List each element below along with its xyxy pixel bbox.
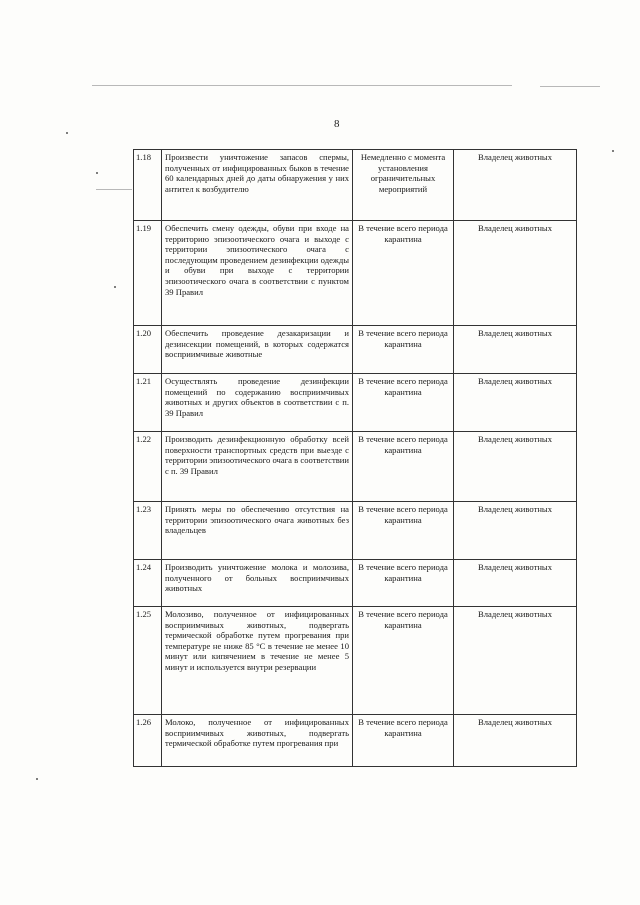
row-term: В течение всего периода карантина [353, 326, 454, 374]
table-row [134, 502, 577, 560]
row-action: Обеспечить проведение дезакаризации и дезинсекции помещений, в которых содержатся восприимчивые животные [162, 326, 353, 374]
row-action: Осуществлять проведение дезинфекции помещений по содержанию восприимчивых животных и других объектов в соответствии с п. 39 Правил [162, 374, 353, 432]
row-term: В течение всего периода карантина [353, 502, 454, 560]
row-number: 1.23 [134, 502, 162, 560]
row-term: Немедленно с момента установления ограничительных мероприятий [353, 150, 454, 221]
row-responsible: Владелец животных [454, 326, 577, 374]
row-number: 1.19 [134, 221, 162, 326]
table-row [134, 715, 577, 767]
row-term: В течение всего периода карантина [353, 221, 454, 326]
row-responsible: Владелец животных [454, 221, 577, 326]
scan-artifact-line [92, 85, 512, 86]
scan-speck [96, 172, 98, 174]
row-responsible: Владелец животных [454, 502, 577, 560]
row-action: Производить дезинфекционную обработку всей поверхности транспортных средств при выезде с территории эпизоотического очага в соответствии с п. 39 Правил [162, 432, 353, 502]
scan-speck [36, 778, 38, 780]
row-term: В течение всего периода карантина [353, 607, 454, 715]
row-number: 1.20 [134, 326, 162, 374]
row-action: Производить уничтожение молока и молозива, полученного от больных восприимчивых животных [162, 560, 353, 607]
row-responsible: Владелец животных [454, 607, 577, 715]
scan-speck [114, 286, 116, 288]
row-action: Принять меры по обеспечению отсутствия на территории эпизоотического очага животных без владельцев [162, 502, 353, 560]
row-number: 1.26 [134, 715, 162, 767]
scan-artifact-line [96, 189, 132, 190]
row-term: В течение всего периода карантина [353, 715, 454, 767]
row-term: В течение всего периода карантина [353, 374, 454, 432]
row-term: В течение всего периода карантина [353, 432, 454, 502]
table-row [134, 374, 577, 432]
table-row [134, 326, 577, 374]
table-row [134, 607, 577, 715]
table-row [134, 150, 577, 221]
table-row [134, 432, 577, 502]
row-number: 1.18 [134, 150, 162, 221]
row-term: В течение всего периода карантина [353, 560, 454, 607]
scan-speck [66, 132, 68, 134]
scan-artifact-line [540, 86, 600, 87]
row-responsible: Владелец животных [454, 374, 577, 432]
row-action: Молозиво, полученное от инфицированных восприимчивых животных, подвергать термической обработке путем прогревания при температуре не ниже 85 °С в течение не менее 10 минут или кипячением в течение не менее 5 минут и используется внутри резервации [162, 607, 353, 715]
row-responsible: Владелец животных [454, 150, 577, 221]
table-row [134, 560, 577, 607]
row-action: Произвести уничтожение запасов спермы, полученных от инфицированных быков в течение 60 календарных дней до даты обнаружения у них антител к возбудителю [162, 150, 353, 221]
row-number: 1.22 [134, 432, 162, 502]
row-responsible: Владелец животных [454, 715, 577, 767]
row-action: Обеспечить смену одежды, обуви при входе на территорию эпизоотического очага и выходе с территории эпизоотического очага с последующим проведением дезинфекции одежды и обуви при выходе с территории эпизоотического очага в соответствии с пунктом 39 Правил [162, 221, 353, 326]
row-responsible: Владелец животных [454, 560, 577, 607]
row-responsible: Владелец животных [454, 432, 577, 502]
measures-table [133, 149, 577, 767]
row-number: 1.21 [134, 374, 162, 432]
row-number: 1.25 [134, 607, 162, 715]
row-action: Молоко, полученное от инфицированных восприимчивых животных, подвергать термической обработке путем прогревания при [162, 715, 353, 767]
row-number: 1.24 [134, 560, 162, 607]
scan-speck [612, 150, 614, 152]
table-row [134, 221, 577, 326]
page-number: 8 [334, 118, 340, 130]
